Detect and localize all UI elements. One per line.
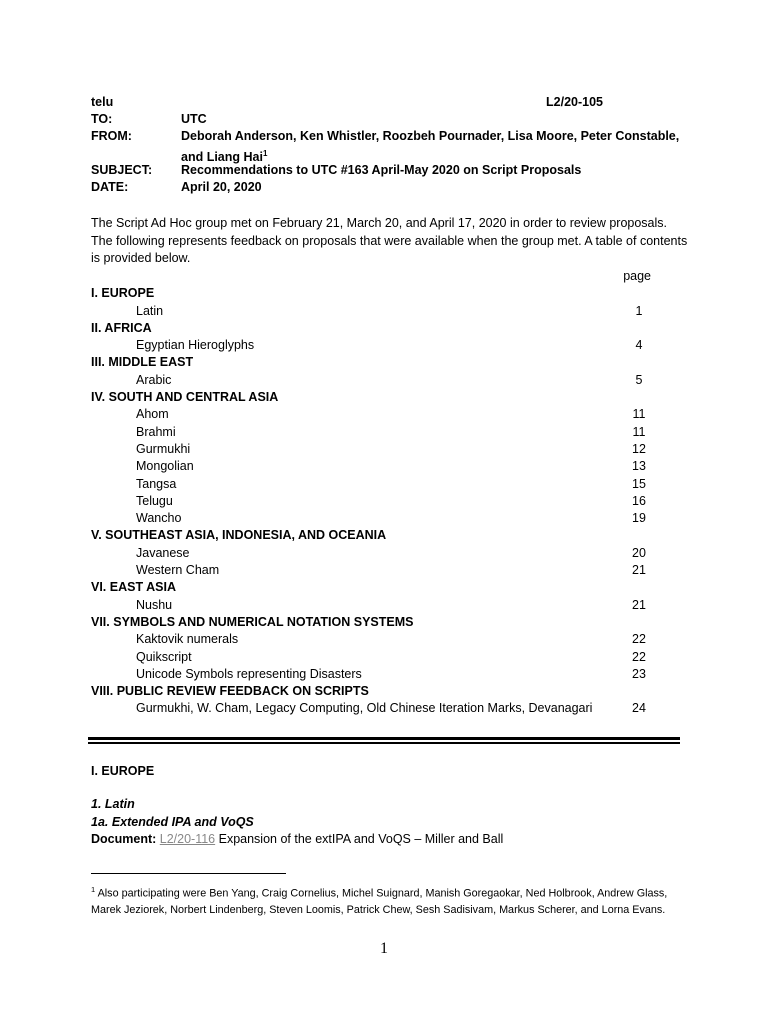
from-value-line2: and Liang Hai$^1$: [181, 149, 268, 165]
toc-entry-label: Tangsa: [136, 476, 177, 491]
toc-entry-page: 21: [632, 563, 646, 578]
document-link[interactable]: L2/20-116: [159, 832, 216, 846]
from-label: FROM:: [91, 129, 132, 143]
toc-entry-label: Mongolian: [136, 459, 194, 474]
toc-entry-page: 5: [635, 372, 643, 387]
toc-entry-label: Latin: [136, 303, 164, 318]
toc-entry: [91, 562, 651, 579]
toc-entry: [91, 510, 651, 527]
toc-entry-page: 24: [632, 701, 646, 716]
toc-entry-label: Quikscript: [136, 649, 192, 664]
toc-entry: [91, 441, 651, 458]
double-rule-top: [88, 737, 680, 740]
toc-entry-label: Kaktovik numerals: [136, 632, 239, 647]
toc-entry-label: Wancho: [136, 511, 182, 526]
toc-entry: [91, 476, 651, 493]
toc-entry-label: Western Cham: [136, 563, 220, 578]
subsubsection-heading: 1a. Extended IPA and VoQS: [91, 815, 254, 829]
toc-entry-label: Ahom: [136, 407, 169, 422]
toc-entry: [91, 597, 651, 614]
header-row-subject: [91, 162, 603, 179]
toc-entry: [91, 406, 651, 423]
subject-value: Recommendations to UTC #163 April-May 2020 on Script Proposals: [181, 163, 582, 177]
toc-entry-page: 21: [632, 597, 646, 612]
header-row-to: [91, 111, 603, 128]
header-row-from: [91, 128, 680, 145]
script-code: telu: [91, 95, 114, 109]
subject-label: SUBJECT:: [91, 163, 153, 177]
toc-entry-page: 19: [632, 511, 646, 526]
toc-entry-page: 1: [635, 303, 643, 318]
toc-entry-label: Gurmukhi, W. Cham, Legacy Computing, Old Chinese Iteration Marks, Devanagari: [136, 701, 593, 716]
toc-entry: [91, 337, 651, 354]
footnote-mark: 1: [262, 149, 268, 158]
document-label: Document:: [91, 832, 157, 846]
toc-entry-page: 13: [632, 459, 646, 474]
toc-page-label: page: [623, 269, 651, 283]
to-label: TO:: [91, 112, 113, 126]
toc-entry: [91, 493, 651, 510]
toc-entry-label: Gurmukhi: [136, 441, 191, 456]
memo-header: [91, 94, 680, 196]
toc-section-title: VIII. PUBLIC REVIEW FEEDBACK ON SCRIPTS: [91, 684, 369, 699]
toc-entry-page: 22: [632, 632, 646, 647]
to-value: UTC: [181, 112, 207, 126]
document-number: L2/20-105: [546, 95, 603, 109]
toc-entry-page: 20: [632, 545, 646, 560]
toc-entry: [91, 424, 651, 441]
toc-entry: [91, 303, 651, 320]
toc-entry-label: Arabic: [136, 372, 172, 387]
toc-header: [91, 268, 651, 285]
footnote-separator: [91, 873, 286, 874]
header-row-from-cont: [91, 145, 603, 165]
toc-entry: [91, 545, 651, 562]
toc-section-title: II. AFRICA: [91, 320, 152, 335]
toc-entry-label: Unicode Symbols representing Disasters: [136, 666, 362, 681]
toc-entry: [91, 458, 651, 475]
double-rule-bottom: [88, 742, 680, 744]
toc-section-title: III. MIDDLE EAST: [91, 355, 194, 370]
toc-section-title: IV. SOUTH AND CENTRAL ASIA: [91, 390, 279, 405]
toc-entry-page: 11: [632, 424, 646, 439]
toc-section-title: I. EUROPE: [91, 286, 155, 301]
toc-entry-page: 4: [635, 338, 643, 353]
header-row-code: [91, 94, 603, 111]
toc-entry: [91, 631, 651, 648]
subsection-heading: 1. Latin: [91, 797, 135, 811]
toc-entry: [91, 666, 651, 683]
date-label: DATE:: [91, 180, 129, 194]
toc-section-title: VII. SYMBOLS AND NUMERICAL NOTATION SYSTEMS: [91, 614, 414, 629]
toc-entry-page: 22: [632, 649, 646, 664]
toc-section-title: V. SOUTHEAST ASIA, INDONESIA, AND OCEANIA: [91, 528, 387, 543]
toc-entry-page: 12: [632, 441, 646, 456]
header-row-date: [91, 179, 603, 196]
section-heading: I. EUROPE: [91, 764, 155, 778]
document-reference: [91, 832, 503, 846]
toc-entry-label: Telugu: [136, 493, 173, 508]
date-value: April 20, 2020: [181, 180, 262, 194]
page-number: 1: [380, 940, 388, 957]
from-value-line1: Deborah Anderson, Ken Whistler, Roozbeh Pournader, Lisa Moore, Peter Constable,: [181, 129, 680, 143]
footnote: [91, 882, 681, 918]
toc-entry: [91, 649, 651, 666]
toc-entry-label: Javanese: [136, 545, 190, 560]
toc-entry: [91, 372, 651, 389]
toc-entry-page: 23: [632, 666, 646, 681]
toc-entry-page: 15: [632, 476, 646, 491]
toc-entry-label: Nushu: [136, 597, 173, 612]
footnote-number: 1: [91, 885, 96, 894]
toc-entry-page: 11: [632, 407, 646, 422]
toc-entry-label: Egyptian Hieroglyphs: [136, 338, 255, 353]
footnote-text: Also participating were Ben Yang, Craig Cornelius, Michel Suignard, Manish Goregaokar, Ned Holbrook, Andrew Glass, Marek Jeziorek, Norbert Lindenberg, Steven Loomis, Patrick Chew, Sesh Sadisivam, Markus Scherer, and Lorna Evans.: [91, 887, 668, 916]
toc-entry-label: Brahmi: [136, 424, 176, 439]
document-description: Expansion of the extIPA and VoQS – Miller and Ball: [215, 832, 504, 846]
toc-entry-page: 16: [632, 493, 646, 508]
toc-entry: [91, 700, 651, 717]
intro-paragraph: The Script Ad Hoc group met on February 21, March 20, and April 17, 2020 in order to review proposals. The following represents feedback on proposals that were available when the group met. A table of contents is provided below.: [91, 216, 688, 265]
table-of-contents: [91, 268, 651, 718]
toc-section-title: VI. EAST ASIA: [91, 580, 176, 595]
